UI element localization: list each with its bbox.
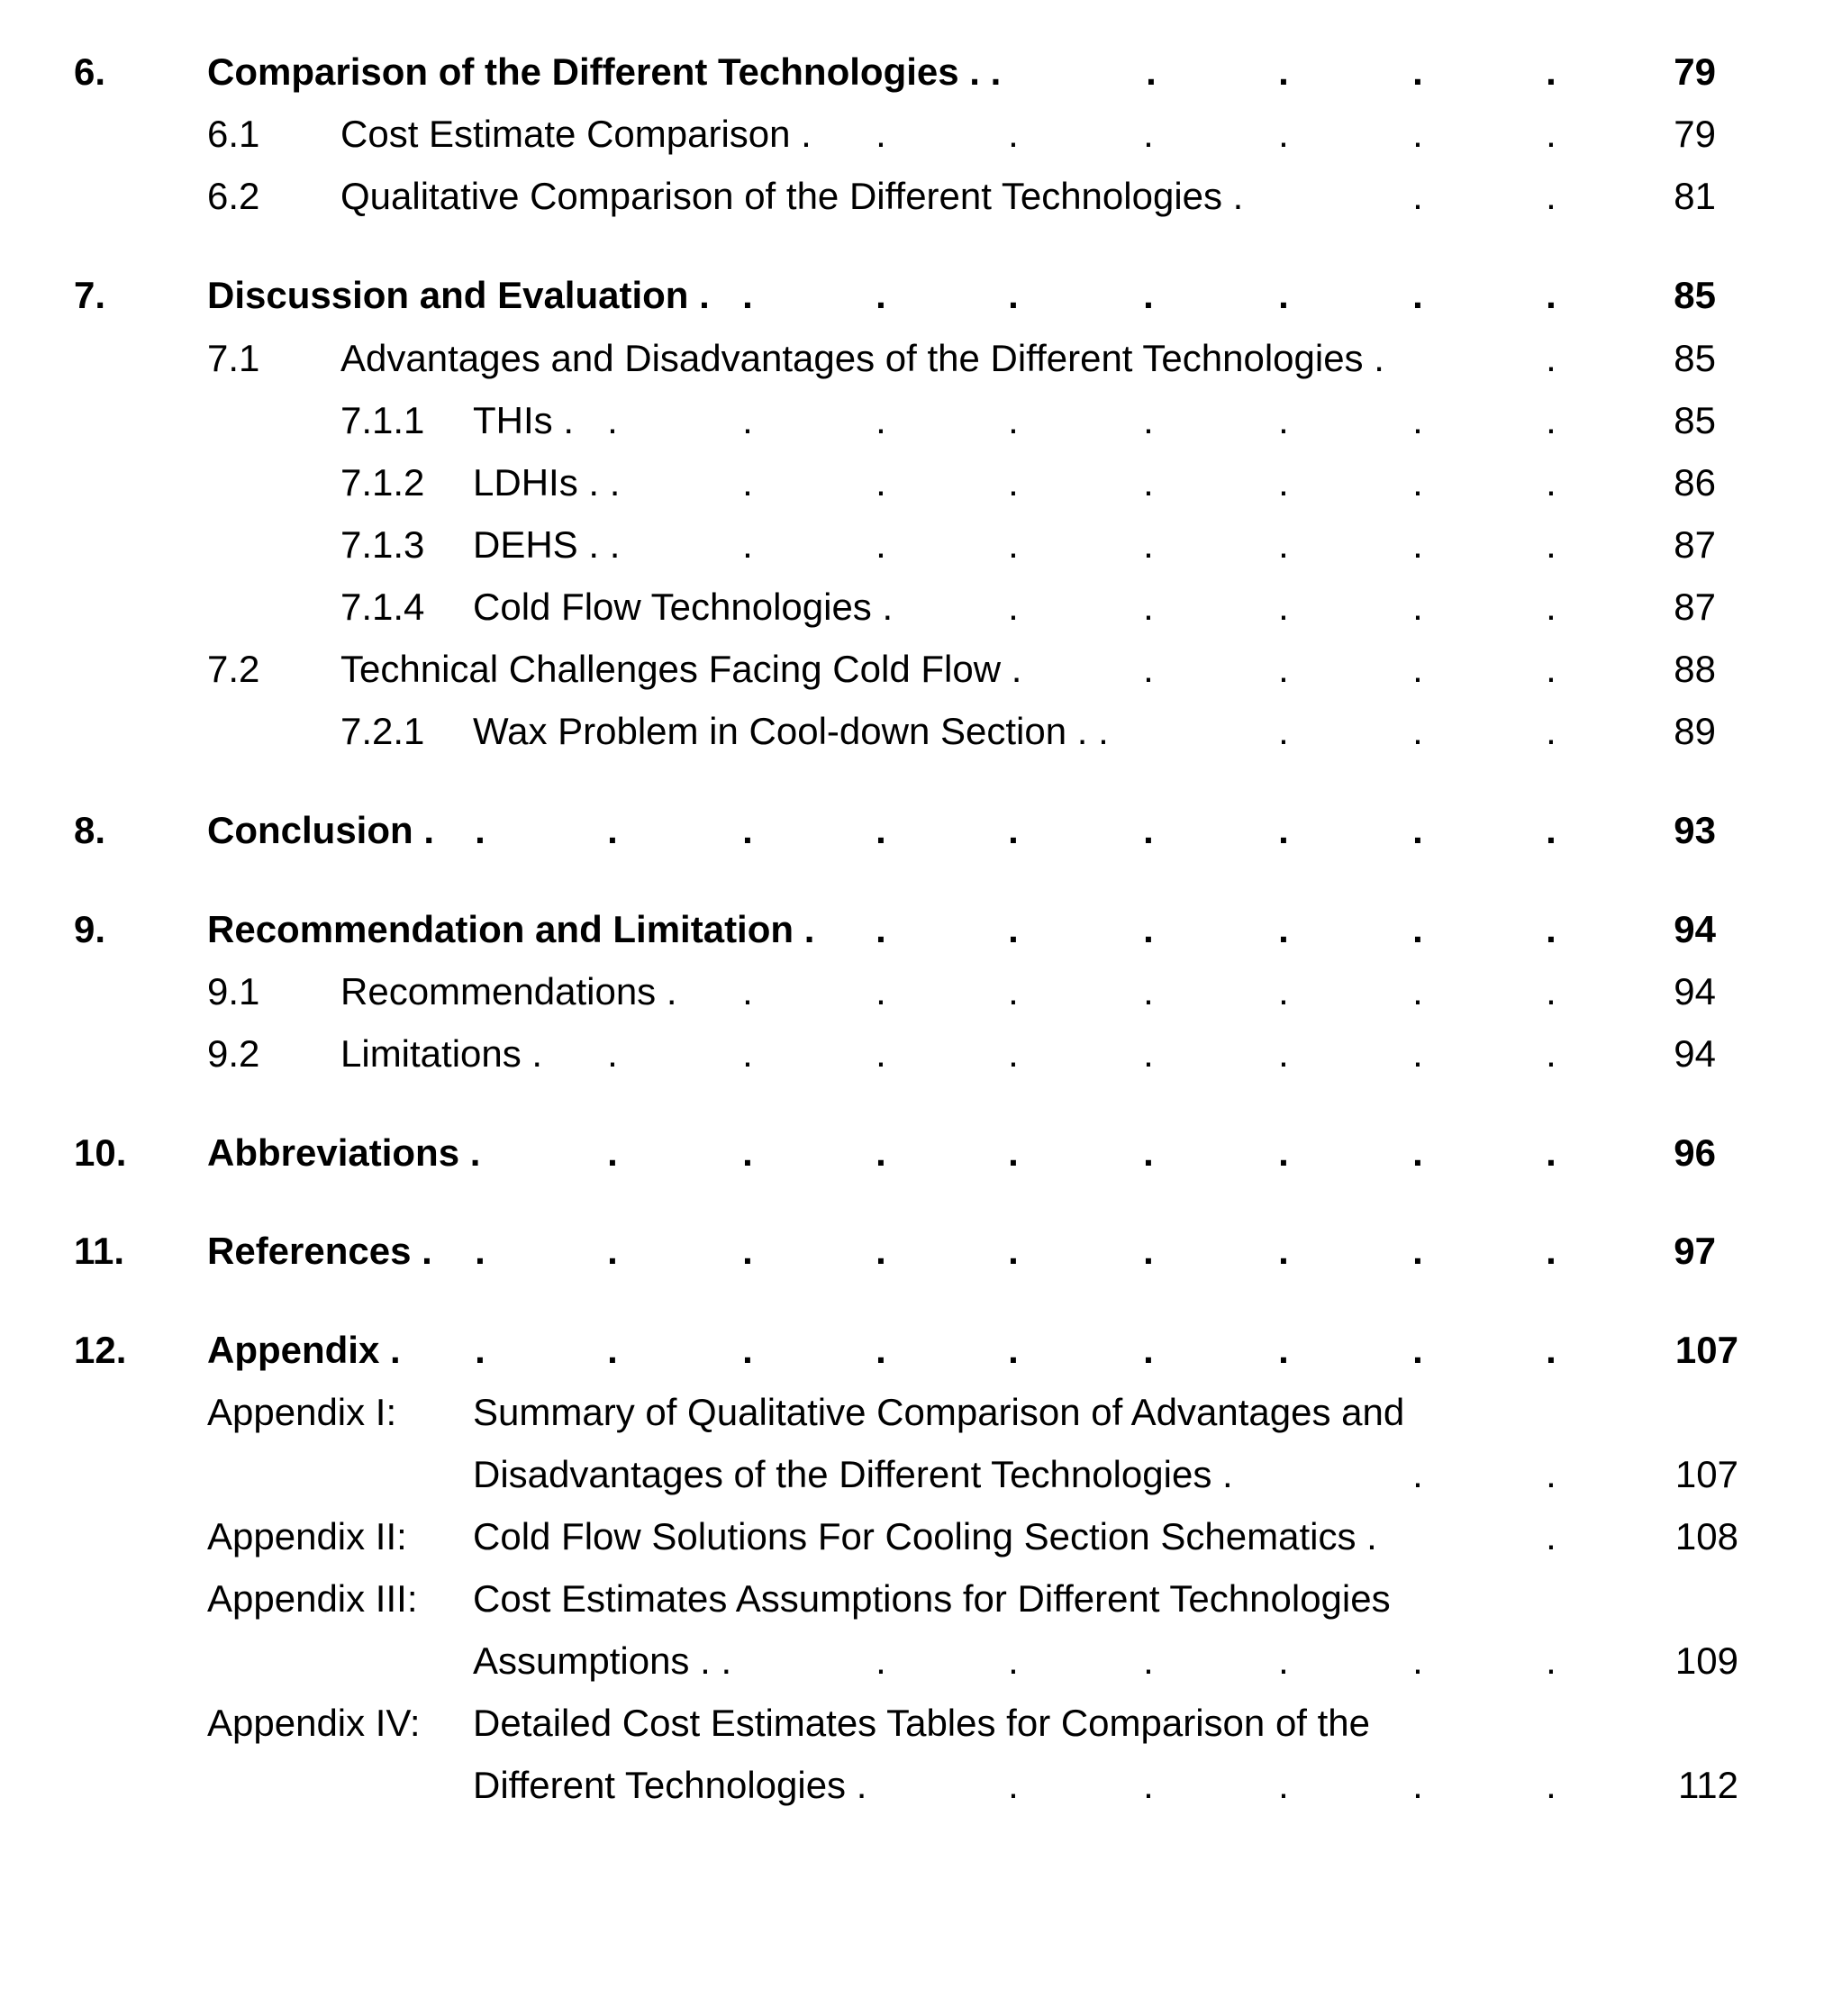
toc-entry-title: Cost Estimate Comparison . bbox=[340, 113, 812, 155]
dot-leader: . bbox=[1546, 970, 1556, 1013]
toc-entry-page-number: 89 bbox=[1674, 710, 1716, 752]
toc-entry-number: 6. bbox=[74, 50, 106, 93]
toc-entry-title: Different Technologies . bbox=[473, 1764, 867, 1806]
dot-leader: . bbox=[1278, 970, 1289, 1013]
dot-leader: . bbox=[1546, 1453, 1556, 1495]
toc-entry-title: Comparison of the Different Technologies . . bbox=[207, 50, 1002, 93]
toc-entry-page-number: 96 bbox=[1674, 1131, 1716, 1174]
toc-entry-title: Cold Flow Solutions For Cooling Section Schematics . bbox=[473, 1515, 1377, 1557]
dot-leader: . bbox=[1412, 50, 1423, 93]
dot-leader: . bbox=[1412, 1230, 1423, 1272]
dot-leader: . bbox=[1546, 1764, 1556, 1806]
toc-entry[interactable] bbox=[0, 451, 1842, 514]
toc-entry-page-number: 97 bbox=[1674, 1230, 1716, 1272]
dot-leader: . bbox=[742, 399, 753, 441]
dot-leader: . bbox=[1546, 274, 1556, 316]
dot-leader: . bbox=[1546, 586, 1556, 628]
toc-entry[interactable] bbox=[0, 513, 1842, 577]
toc-entry-page-number: 94 bbox=[1674, 1032, 1716, 1075]
dot-leader: . bbox=[1008, 1131, 1019, 1174]
toc-entry-number: 10. bbox=[74, 1131, 127, 1174]
toc-entry[interactable] bbox=[0, 103, 1842, 166]
toc-entry[interactable] bbox=[0, 1630, 1842, 1693]
toc-entry-page-number: 94 bbox=[1674, 970, 1716, 1013]
toc-entry[interactable] bbox=[0, 1443, 1842, 1506]
dot-leader: . bbox=[876, 274, 886, 316]
dot-leader: . bbox=[1412, 274, 1423, 316]
toc-entry-page-number: 85 bbox=[1674, 399, 1716, 441]
dot-leader: . bbox=[607, 1329, 618, 1371]
toc-entry-number: Appendix IV: bbox=[207, 1702, 421, 1744]
dot-leader: . bbox=[1412, 113, 1423, 155]
toc-entry-number: 12. bbox=[74, 1329, 127, 1371]
dot-leader: . bbox=[1008, 1329, 1019, 1371]
dot-leader: . bbox=[1278, 523, 1289, 566]
dot-leader: . bbox=[876, 809, 886, 851]
toc-entry[interactable] bbox=[0, 799, 1842, 862]
dot-leader: . bbox=[876, 1639, 886, 1682]
toc-entry-number: 7.1 bbox=[207, 337, 260, 379]
dot-leader: . bbox=[1412, 908, 1423, 950]
toc-entry-page-number: 79 bbox=[1674, 113, 1716, 155]
toc-entry-number: 7.1.1 bbox=[340, 399, 425, 441]
dot-leader: . bbox=[1278, 1230, 1289, 1272]
toc-entry-page-number: 109 bbox=[1674, 1639, 1738, 1682]
toc-entry-title: Recommendation and Limitation . bbox=[207, 908, 815, 950]
dot-leader: . bbox=[1412, 648, 1423, 690]
toc-entry-page-number: 107 bbox=[1674, 1329, 1738, 1371]
toc-entry-title: Appendix . bbox=[207, 1329, 401, 1371]
toc-entry-title: Wax Problem in Cool-down Section . . bbox=[473, 710, 1109, 752]
dot-leader: . bbox=[1008, 809, 1019, 851]
dot-leader: . bbox=[1546, 113, 1556, 155]
dot-leader: . bbox=[1278, 50, 1289, 93]
dot-leader: . bbox=[1278, 274, 1289, 316]
dot-leader: . bbox=[1412, 1453, 1423, 1495]
dot-leader: . bbox=[1278, 586, 1289, 628]
dot-leader: . bbox=[1278, 1131, 1289, 1174]
toc-entry-title: LDHIs . . bbox=[473, 461, 621, 504]
dot-leader: . bbox=[1546, 1515, 1556, 1557]
dot-leader: . bbox=[876, 113, 886, 155]
dot-leader: . bbox=[876, 1230, 886, 1272]
dot-leader: . bbox=[1278, 1329, 1289, 1371]
dot-leader: . bbox=[1546, 1329, 1556, 1371]
dot-leader: . bbox=[1412, 970, 1423, 1013]
toc-entry-number: 6.2 bbox=[207, 175, 260, 217]
toc-entry[interactable] bbox=[0, 1122, 1842, 1185]
toc-entry-number: 9.1 bbox=[207, 970, 260, 1013]
toc-entry-page-number: 112 bbox=[1678, 1764, 1738, 1806]
dot-leader: . bbox=[742, 1131, 753, 1174]
dot-leader: . bbox=[1546, 1639, 1556, 1682]
dot-leader: . bbox=[475, 809, 485, 851]
dot-leader: . bbox=[1008, 399, 1019, 441]
dot-leader: . bbox=[1412, 809, 1423, 851]
toc-entry-title: References . bbox=[207, 1230, 432, 1272]
dot-leader: . bbox=[1143, 1131, 1154, 1174]
dot-leader: . bbox=[742, 970, 753, 1013]
toc-entry-title: Assumptions . . bbox=[473, 1639, 732, 1682]
toc-entry-title: Conclusion . bbox=[207, 809, 434, 851]
dot-leader: . bbox=[1278, 461, 1289, 504]
dot-leader: . bbox=[1546, 1032, 1556, 1075]
toc-entry-title: Recommendations . bbox=[340, 970, 677, 1013]
dot-leader: . bbox=[876, 1032, 886, 1075]
toc-entry-title: Summary of Qualitative Comparison of Advantages and bbox=[473, 1391, 1405, 1433]
toc-entry[interactable] bbox=[0, 700, 1842, 763]
toc-entry-title: Discussion and Evaluation . bbox=[207, 274, 710, 316]
dot-leader: . bbox=[876, 523, 886, 566]
dot-leader: . bbox=[1008, 461, 1019, 504]
dot-leader: . bbox=[1546, 648, 1556, 690]
dot-leader: . bbox=[742, 1032, 753, 1075]
dot-leader: . bbox=[1143, 648, 1154, 690]
toc-entry[interactable] bbox=[0, 1692, 1842, 1755]
toc-entry-number: Appendix I: bbox=[207, 1391, 397, 1433]
dot-leader: . bbox=[1546, 908, 1556, 950]
dot-leader: . bbox=[1008, 908, 1019, 950]
dot-leader: . bbox=[1278, 399, 1289, 441]
dot-leader: . bbox=[1412, 523, 1423, 566]
dot-leader: . bbox=[742, 809, 753, 851]
toc-entry-number: 11. bbox=[74, 1230, 125, 1272]
dot-leader: . bbox=[1008, 1032, 1019, 1075]
toc-entry-page-number: 85 bbox=[1674, 274, 1716, 316]
dot-leader: . bbox=[1412, 1764, 1423, 1806]
toc-entry[interactable] bbox=[0, 1319, 1842, 1382]
toc-entry-page-number: 87 bbox=[1674, 523, 1716, 566]
toc-entry-title: Technical Challenges Facing Cold Flow . bbox=[340, 648, 1022, 690]
dot-leader: . bbox=[1546, 710, 1556, 752]
dot-leader: . bbox=[1278, 710, 1289, 752]
dot-leader: . bbox=[1278, 809, 1289, 851]
toc-entry-title: DEHS . . bbox=[473, 523, 621, 566]
dot-leader: . bbox=[1143, 399, 1154, 441]
toc-entry[interactable] bbox=[0, 264, 1842, 327]
toc-entry[interactable] bbox=[0, 165, 1842, 228]
dot-leader: . bbox=[1546, 523, 1556, 566]
toc-entry-number: 9.2 bbox=[207, 1032, 260, 1075]
toc-entry[interactable] bbox=[0, 1220, 1842, 1283]
dot-leader: . bbox=[1278, 1032, 1289, 1075]
dot-leader: . bbox=[876, 399, 886, 441]
toc-entry[interactable] bbox=[0, 898, 1842, 961]
toc-entry-number: 7.2.1 bbox=[340, 710, 425, 752]
toc-entry-number: 9. bbox=[74, 908, 106, 950]
toc-entry-title: Advantages and Disadvantages of the Different Technologies . bbox=[340, 337, 1384, 379]
toc-entry-number: 7. bbox=[74, 274, 106, 316]
toc-entry[interactable] bbox=[0, 960, 1842, 1023]
dot-leader: . bbox=[1278, 1639, 1289, 1682]
dot-leader: . bbox=[1008, 970, 1019, 1013]
toc-entry-title: Detailed Cost Estimates Tables for Comparison of the bbox=[473, 1702, 1371, 1744]
toc-entry[interactable] bbox=[0, 638, 1842, 701]
dot-leader: . bbox=[1412, 1131, 1423, 1174]
toc-entry-page-number: 88 bbox=[1674, 648, 1716, 690]
toc-entry-title: Limitations . bbox=[340, 1032, 543, 1075]
dot-leader: . bbox=[607, 399, 618, 441]
dot-leader: . bbox=[1546, 461, 1556, 504]
dot-leader: . bbox=[1143, 523, 1154, 566]
dot-leader: . bbox=[1412, 586, 1423, 628]
dot-leader: . bbox=[475, 1230, 485, 1272]
toc-entry-title: Abbreviations . bbox=[207, 1131, 481, 1174]
dot-leader: . bbox=[742, 461, 753, 504]
dot-leader: . bbox=[1546, 175, 1556, 217]
dot-leader: . bbox=[876, 970, 886, 1013]
dot-leader: . bbox=[1143, 274, 1154, 316]
toc-entry[interactable] bbox=[0, 1754, 1842, 1817]
dot-leader: . bbox=[1008, 1230, 1019, 1272]
dot-leader: . bbox=[742, 523, 753, 566]
dot-leader: . bbox=[607, 1032, 618, 1075]
dot-leader: . bbox=[1546, 337, 1556, 379]
toc-entry[interactable] bbox=[0, 1567, 1842, 1630]
dot-leader: . bbox=[1546, 1230, 1556, 1272]
dot-leader: . bbox=[1008, 113, 1019, 155]
dot-leader: . bbox=[1143, 113, 1154, 155]
toc-entry[interactable] bbox=[0, 327, 1842, 390]
toc-entry-number: 7.1.4 bbox=[340, 586, 425, 628]
dot-leader: . bbox=[1143, 1329, 1154, 1371]
dot-leader: . bbox=[1412, 710, 1423, 752]
dot-leader: . bbox=[1412, 461, 1423, 504]
dot-leader: . bbox=[475, 1329, 485, 1371]
toc-entry-page-number: 81 bbox=[1674, 175, 1716, 217]
toc-entry-title: Qualitative Comparison of the Different Technologies . bbox=[340, 175, 1244, 217]
toc-entry-title: Disadvantages of the Different Technologies . bbox=[473, 1453, 1233, 1495]
toc-entry-title: THIs . bbox=[473, 399, 574, 441]
toc-entry-number: 7.2 bbox=[207, 648, 260, 690]
dot-leader: . bbox=[1278, 1764, 1289, 1806]
dot-leader: . bbox=[1008, 523, 1019, 566]
toc-entry[interactable] bbox=[0, 389, 1842, 452]
dot-leader: . bbox=[1143, 1032, 1154, 1075]
dot-leader: . bbox=[1278, 113, 1289, 155]
dot-leader: . bbox=[1412, 1032, 1423, 1075]
toc-entry-title: Cost Estimates Assumptions for Different Technologies bbox=[473, 1577, 1391, 1620]
toc-entry-number: 8. bbox=[74, 809, 106, 851]
dot-leader: . bbox=[1143, 809, 1154, 851]
dot-leader: . bbox=[1143, 461, 1154, 504]
dot-leader: . bbox=[1546, 50, 1556, 93]
dot-leader: . bbox=[1008, 274, 1019, 316]
toc-entry[interactable] bbox=[0, 576, 1842, 639]
dot-leader: . bbox=[1412, 1639, 1423, 1682]
dot-leader: . bbox=[1546, 399, 1556, 441]
toc-entry-number: Appendix III: bbox=[207, 1577, 418, 1620]
toc-entry[interactable] bbox=[0, 1505, 1842, 1568]
toc-entry-page-number: 85 bbox=[1674, 337, 1716, 379]
dot-leader: . bbox=[1143, 1230, 1154, 1272]
dot-leader: . bbox=[607, 1230, 618, 1272]
dot-leader: . bbox=[1143, 1639, 1154, 1682]
toc-entry-number: 7.1.2 bbox=[340, 461, 425, 504]
toc-entry-page-number: 94 bbox=[1674, 908, 1716, 950]
toc-entry-page-number: 86 bbox=[1674, 461, 1716, 504]
dot-leader: . bbox=[1146, 50, 1157, 93]
dot-leader: . bbox=[742, 1230, 753, 1272]
dot-leader: . bbox=[1008, 1639, 1019, 1682]
dot-leader: . bbox=[1008, 1764, 1019, 1806]
dot-leader: . bbox=[876, 461, 886, 504]
toc-entry[interactable] bbox=[0, 41, 1842, 104]
dot-leader: . bbox=[876, 1131, 886, 1174]
dot-leader: . bbox=[1278, 648, 1289, 690]
dot-leader: . bbox=[1143, 586, 1154, 628]
toc-entry-number: Appendix II: bbox=[207, 1515, 407, 1557]
dot-leader: . bbox=[1412, 399, 1423, 441]
toc-entry-page-number: 108 bbox=[1674, 1515, 1738, 1557]
toc-entry[interactable] bbox=[0, 1022, 1842, 1085]
toc-entry-page-number: 93 bbox=[1674, 809, 1716, 851]
toc-entry-page-number: 107 bbox=[1674, 1453, 1738, 1495]
dot-leader: . bbox=[876, 908, 886, 950]
toc-entry[interactable] bbox=[0, 1381, 1842, 1444]
dot-leader: . bbox=[1412, 175, 1423, 217]
dot-leader: . bbox=[1143, 1764, 1154, 1806]
toc-entry-number: 6.1 bbox=[207, 113, 260, 155]
dot-leader: . bbox=[1546, 1131, 1556, 1174]
dot-leader: . bbox=[1008, 586, 1019, 628]
dot-leader: . bbox=[607, 1131, 618, 1174]
toc-entry-title: Cold Flow Technologies . bbox=[473, 586, 894, 628]
toc-entry-page-number: 79 bbox=[1674, 50, 1716, 93]
toc-entry-page-number: 87 bbox=[1674, 586, 1716, 628]
dot-leader: . bbox=[876, 1329, 886, 1371]
dot-leader: . bbox=[1143, 908, 1154, 950]
dot-leader: . bbox=[1278, 908, 1289, 950]
dot-leader: . bbox=[742, 1329, 753, 1371]
dot-leader: . bbox=[1546, 809, 1556, 851]
dot-leader: . bbox=[607, 809, 618, 851]
toc-entry-number: 7.1.3 bbox=[340, 523, 425, 566]
dot-leader: . bbox=[1412, 1329, 1423, 1371]
dot-leader: . bbox=[1143, 970, 1154, 1013]
dot-leader: . bbox=[742, 274, 753, 316]
